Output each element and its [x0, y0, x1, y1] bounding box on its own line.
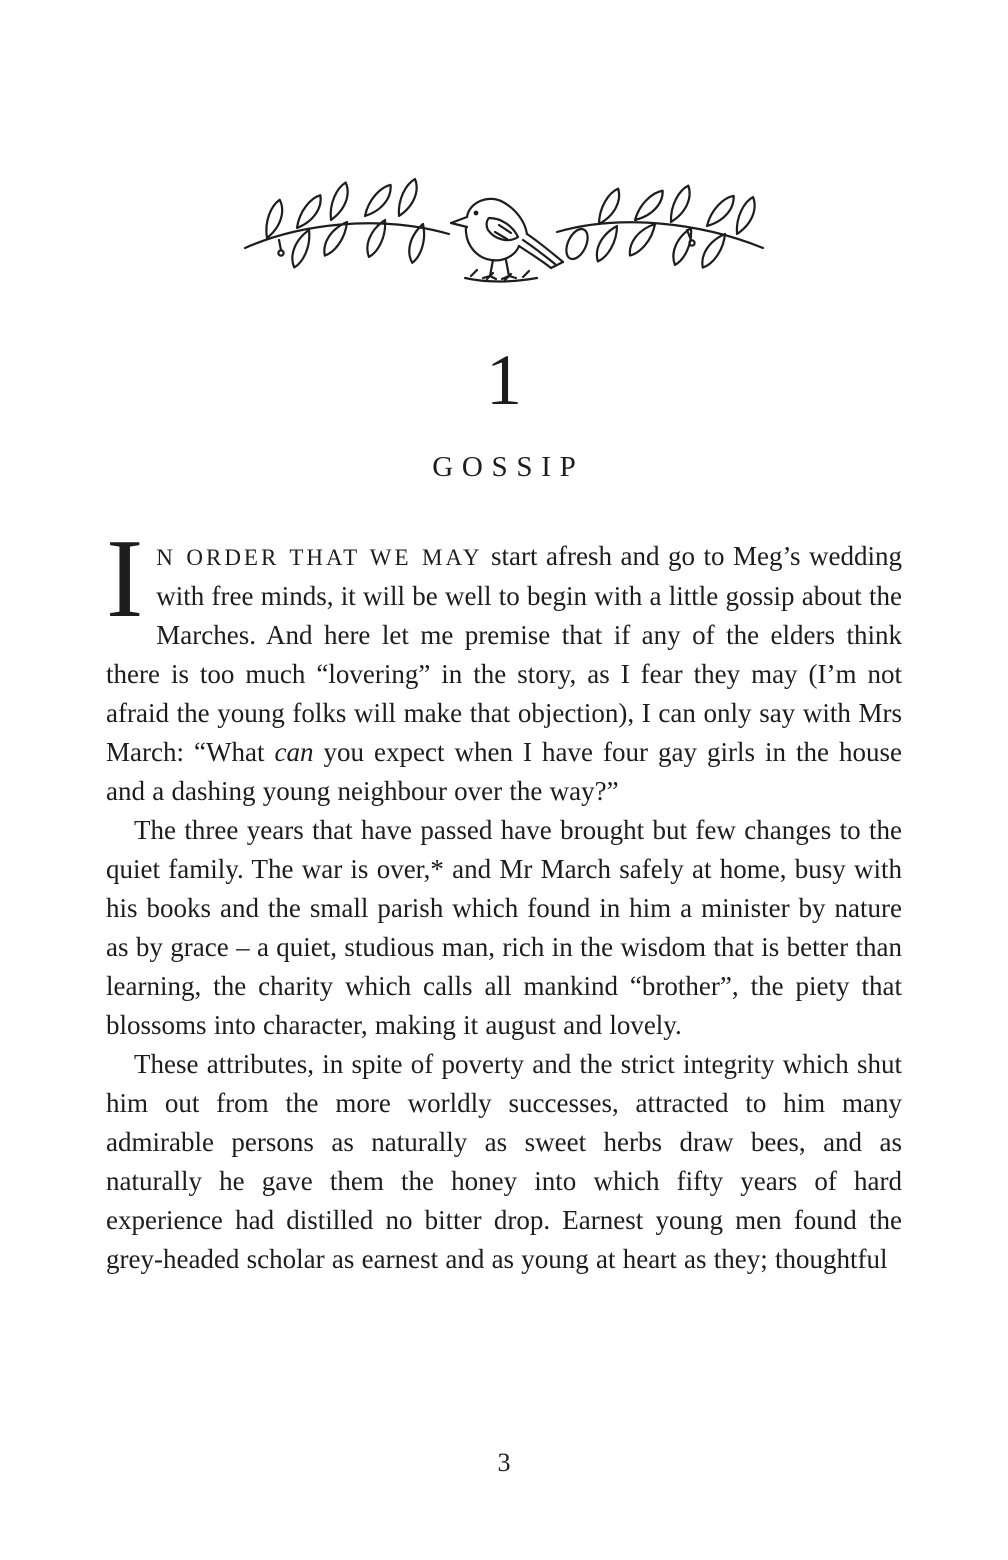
opening-small-caps: N ORDER THAT WE MAY	[156, 544, 483, 570]
paragraph-3: These attributes, in spite of poverty and the strict integrity which shut him out from the more worldly successes, attracted to him many admirable persons as naturally as sweet herbs draw bees, and as naturally he gave them the honey into which fifty years of hard experience had distilled no bitter drop. Earnest young men found the grey-headed scholar as earnest and as young at heart as they; thoughtful	[106, 1048, 902, 1274]
bird-branch-illustration	[239, 168, 769, 290]
paragraph-1-text: start afresh and go to Meg’s wedding with free minds, it will be well to begin with a little gossip about the Marches. And here let me premise that if any of the elders think there is too much “lovering” in the story, as I fear they may (I’m not afraid the young folks will make that objection), I can only say with Mrs March: “What	[106, 540, 902, 767]
page-number: 3	[497, 1448, 511, 1477]
chapter-number: 1	[486, 340, 522, 420]
drop-cap: I	[106, 516, 144, 641]
bird-on-branch-ornament	[239, 168, 769, 290]
paragraph-2: The three years that have passed have brought but few changes to the quiet family. The war is over,* and Mr March safely at home, busy with his books and the small parish which found in him a minister by nature as by grace – a quiet, studious man, rich in the wisdom that is better than learning, the charity which calls all mankind “brother”, the piety that blossoms into character, making it august and lovely.	[106, 814, 902, 1040]
chapter-title: GOSSIP	[432, 451, 585, 483]
paragraph-1	[106, 516, 903, 811]
italic-word: can	[274, 736, 314, 767]
paragraph-1-text-end: you expect when I have four gay girls in the house and a dashing young neighbour over the way?”	[106, 736, 903, 806]
body-text	[106, 516, 903, 1279]
